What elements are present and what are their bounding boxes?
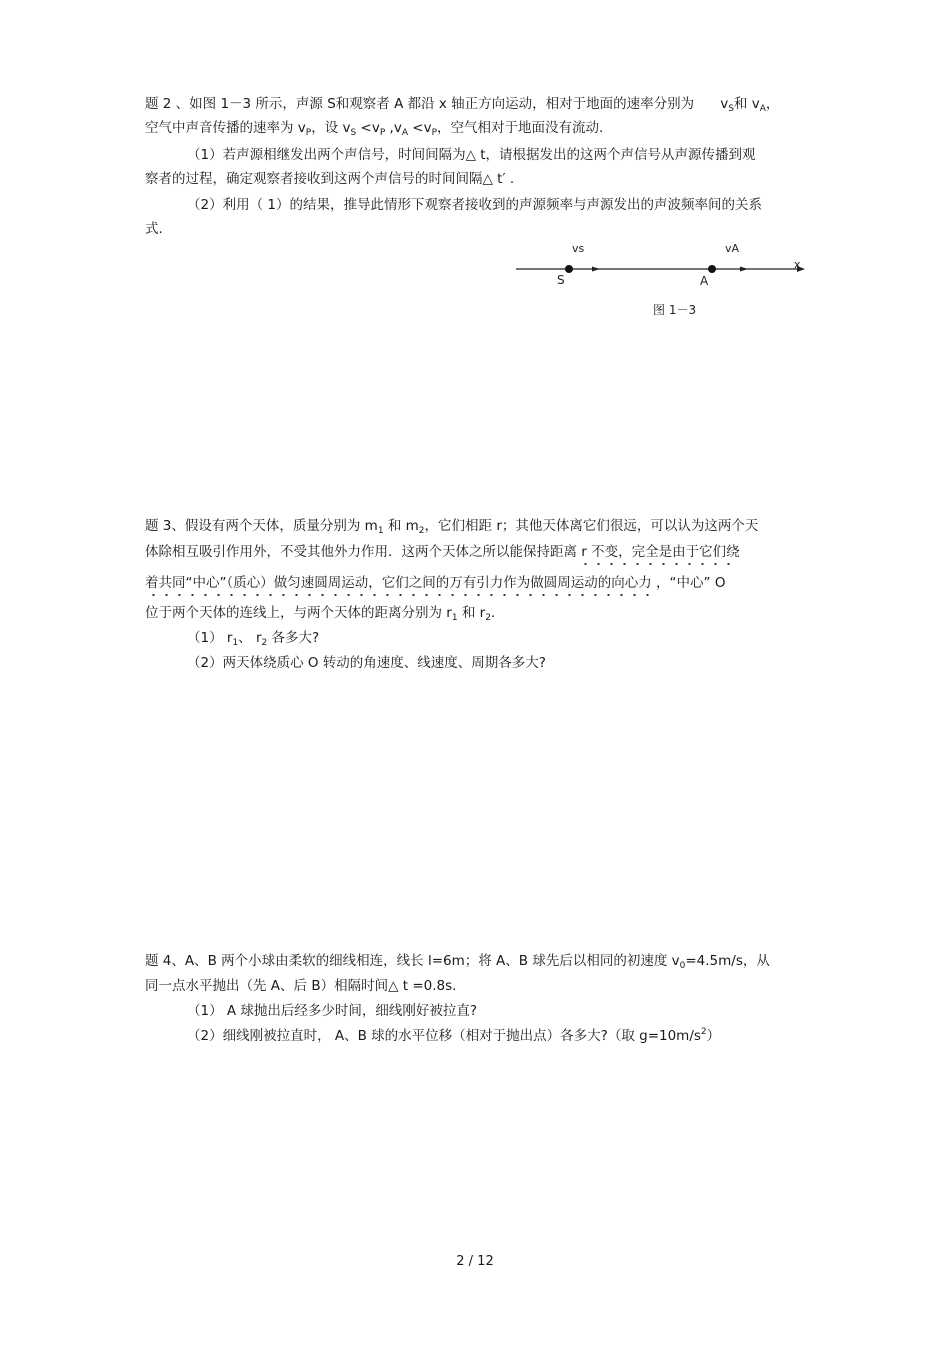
q3-sub-p1: 1: [232, 638, 239, 648]
q2-va-sub: A: [759, 104, 766, 114]
q2-l2e: <v: [408, 120, 432, 136]
q3-l5c: 各多大?: [267, 630, 320, 646]
q2-vs-sub: S: [728, 104, 734, 114]
q4-part-1: （1） A 球抛出后经多少时间，细线刚好被拉直?: [187, 1003, 478, 1019]
q3-line-1: [145, 517, 758, 535]
q3-l1c: ，它们相距 r；其他天体离它们很远，可以认为这两个天: [424, 518, 759, 534]
q3-sub-2: 2: [418, 526, 425, 536]
q2-comma: ，: [765, 96, 780, 112]
q2-sub-p1: P: [305, 128, 312, 138]
q3-l1a: 题 3、假设有两个天体，质量分别为 m: [145, 518, 378, 534]
label-va: vA: [725, 242, 740, 255]
q2-l2d: ,v: [385, 120, 402, 136]
q2-text: 题 2 、如图 1－3 所示，声源 S和观察者 A 都沿 x 轴正方向运动，相对于地面的速率分别为: [145, 96, 695, 112]
q3-l4a: 位于两个天体的连线上，与两个天体的距离分别为 r: [145, 605, 452, 621]
q3-line-4: [145, 604, 495, 622]
q4-l4b: ）: [706, 1028, 721, 1044]
q3-emphasis-1: r 不变，完全是由于它们绕: [577, 544, 740, 566]
q3-l4c: .: [490, 605, 496, 621]
q2-part-2: （2）利用（ 1）的结果，推导此情形下观察者接收到的声源频率与声源发出的声波频率间的关系: [187, 197, 762, 213]
q2-part-2-cont: 式.: [145, 221, 163, 237]
q2-line-2: [145, 119, 603, 137]
q3-line-2: [145, 543, 740, 561]
q4-l1a: 题 4、A、B 两个小球由柔软的细线相连，线长 l=6m；将 A、B 球先后以相同的初速度 v: [145, 953, 680, 969]
va-arrow-icon: [740, 267, 748, 272]
q3-emphasis-2: 着共同“中心”（质心）做匀速圆周运动，它们之间的万有引力作为做圆周运动的向心力: [145, 575, 652, 597]
q3-l3b: ，“中心” O: [651, 575, 726, 591]
vs-arrow-icon: [592, 267, 600, 272]
q2-and-va: 和 v: [733, 96, 760, 112]
q3-l5b: 、 r: [238, 630, 262, 646]
source-s-dot: [565, 265, 573, 273]
q3-sub-1: 1: [377, 526, 384, 536]
q4-sub-0: 0: [679, 961, 686, 971]
q4-l4a: （2）细线刚被拉直时， A、B 球的水平位移（相对于抛出点）各多大?（取 g=10m/s: [187, 1028, 701, 1044]
page-number: 2 / 12: [456, 1254, 494, 1269]
q3-l4b: 和 r: [457, 605, 486, 621]
q2-l2f: ，空气相对于地面没有流动.: [437, 120, 604, 136]
q2-sub-s: S: [350, 128, 357, 138]
q2-l2c: <v: [356, 120, 380, 136]
q2-sub-p2: P: [379, 128, 386, 138]
label-a: A: [700, 274, 709, 288]
q4-part-2: [187, 1027, 720, 1045]
figure-1-3: [510, 238, 810, 328]
q2-part-1: （1）若声源相继发出两个声信号，时间间隔为△ t，请根据发出的这两个声信号从声源传播到观: [187, 147, 756, 163]
q3-line-3: [145, 574, 725, 592]
q3-part-2: （2）两天体绕质心 O 转动的角速度、线速度、周期各多大?: [187, 655, 546, 671]
q4-l1b: =4.5m/s，从: [685, 953, 770, 969]
q2-l2a: 空气中声音传播的速率为 v: [145, 120, 306, 136]
observer-a-dot: [708, 265, 716, 273]
q4-line-2: 同一点水平抛出（先 A、后 B）相隔时间△ t =0.8s.: [145, 978, 457, 994]
label-x: x: [794, 258, 801, 271]
q3-sub-r1: 1: [451, 613, 458, 623]
q3-part-1: [187, 629, 319, 647]
q2-line-1: [145, 95, 779, 113]
q3-l5a: （1） r: [187, 630, 233, 646]
q4-sup-2: 2: [700, 1027, 707, 1037]
q3-l2a: 体除相互吸引作用外，不受其他外力作用．这两个天体之所以能保持距离: [145, 544, 577, 560]
q2-part-1-cont: 察者的过程，确定观察者接收到这两个声信号的时间间隔△ t′ .: [145, 171, 515, 187]
q3-sub-p2: 2: [261, 638, 268, 648]
q2-sub-a: A: [401, 128, 408, 138]
q3-l1b: 和 m: [383, 518, 419, 534]
figure-diagram: [510, 238, 810, 298]
q2-vs: v: [720, 96, 729, 112]
q3-sub-r2: 2: [485, 613, 491, 623]
q2-l2b: ，设 v: [311, 120, 351, 136]
q2-sub-p3: P: [431, 128, 438, 138]
figure-caption: 图 1－3: [653, 303, 697, 317]
label-vs: vs: [572, 242, 585, 255]
label-s: S: [557, 273, 565, 287]
q4-line-1: [145, 952, 770, 970]
